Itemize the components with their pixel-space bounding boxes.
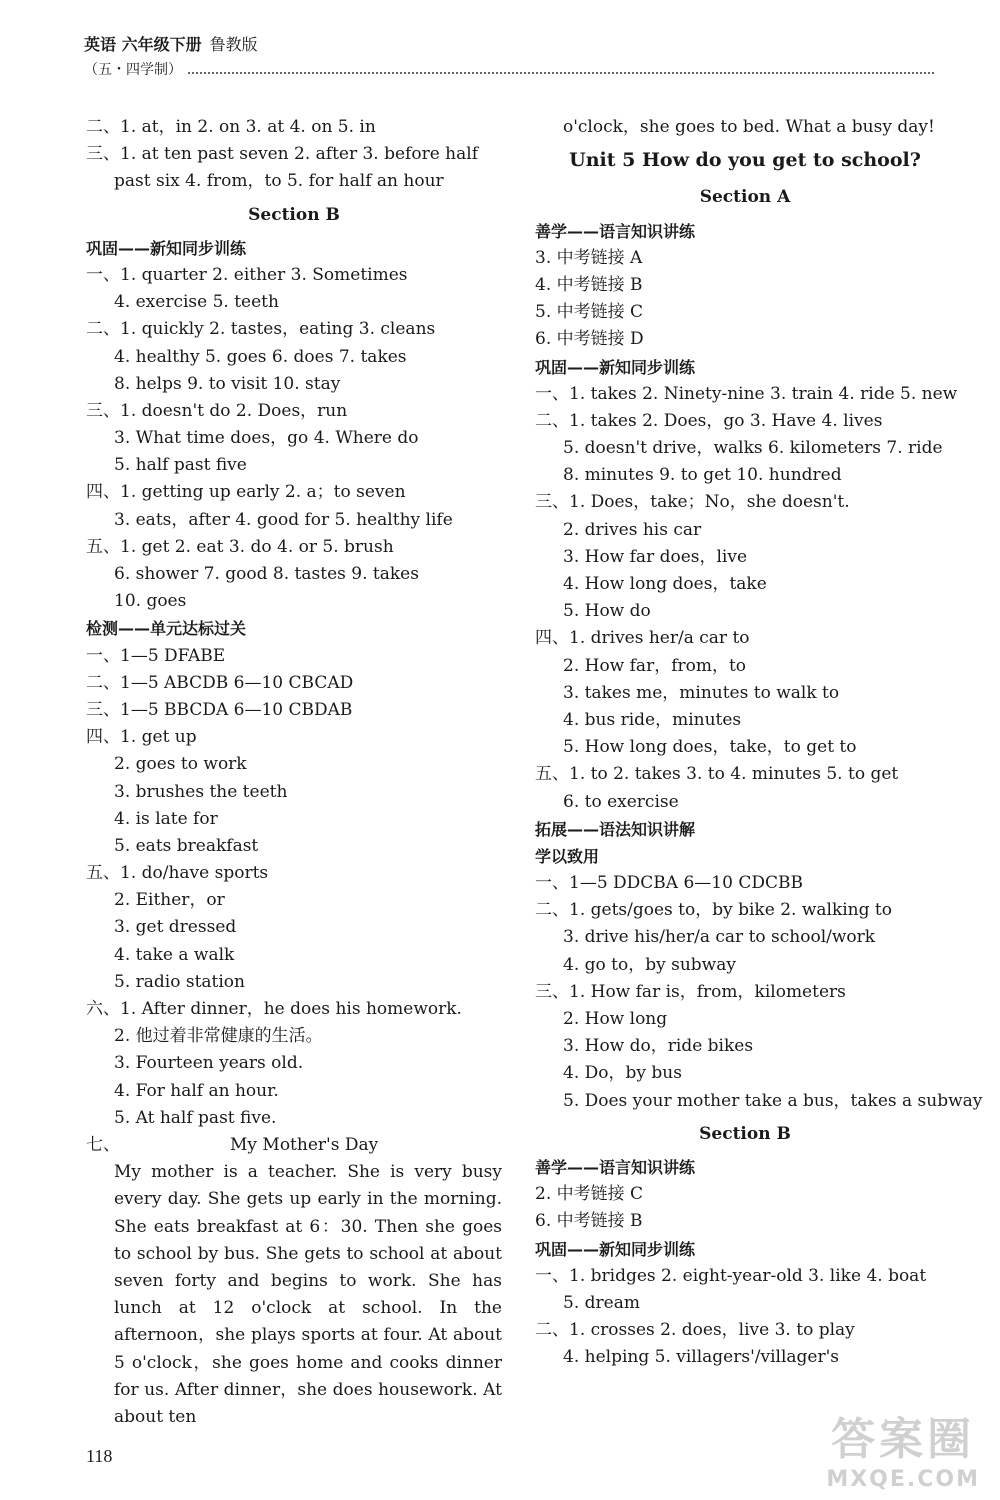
answer-line: 2. How long [563,1009,668,1029]
header-rule [188,64,934,74]
answer-line: 一、1. takes 2. Ninety-nine 3. train 4. ride 5. new [535,383,958,404]
answer-line: 4. For half an hour. [114,1080,279,1101]
answer-line: 2. drives his car [563,519,702,540]
answer-line: 3. eats，after 4. good for 5. healthy life [114,509,453,530]
watermark-text: 答案圈 [831,1414,976,1465]
right-column [535,114,983,1371]
answer-line: 6. to exercise [563,791,679,812]
answer-line: 3. Fourteen years old. [114,1053,304,1074]
answer-line: 3. 中考链接 A [535,247,643,268]
subsection-heading: 巩固——新知同步训练 [86,238,247,258]
header-edition: 鲁教版 [209,35,258,54]
page-number: 118 [86,1446,113,1466]
answer-line: 5. How do [563,601,651,622]
answer-line: 二、1. takes 2. Does，go 3. Have 4. lives [535,410,883,431]
answer-line: 3. How far does，live [563,546,748,567]
answer-line: 3. What time does，go 4. Where do [114,428,419,449]
essay-title-line [86,1132,502,1159]
answer-line: 4. Do，by bus [563,1063,682,1084]
answer-line: 6. 中考链接 B [535,1211,643,1232]
answer-line: 5. half past five [114,455,247,476]
answer-line: 3. How do，ride bikes [563,1036,754,1057]
answer-line: 五、1. get 2. eat 3. do 4. or 5. brush [86,536,394,557]
answer-line: 10. goes [114,591,187,612]
answer-line: 5. doesn't drive，walks 6. kilometers 7. ride [563,438,943,459]
answer-line: past six 4. from，to 5. for half an hour [114,171,444,192]
answer-line: 3. takes me，minutes to walk to [563,682,840,703]
answer-line: 一、1. quarter 2. either 3. Sometimes [86,264,408,285]
answer-line: 四、1. drives her/a car to [535,628,750,649]
answer-line: 3. drive his/her/a car to school/work [563,927,876,948]
answer-line: 二、1. quickly 2. tastes，eating 3. cleans [86,319,436,340]
answer-line: o'clock，she goes to bed. What a busy day! [563,117,935,137]
subsection-heading: 巩固——新知同步训练 [535,1239,696,1259]
section-heading: Section A [699,187,791,208]
answer-line: 5. At half past five. [114,1107,277,1128]
answer-line: 三、1. Does，take；No，she doesn't. [535,492,850,513]
answer-line: 一、1—5 DDCBA 6—10 CDCBB [535,873,803,894]
answer-line: 4. is late for [114,808,218,829]
header-subtitle [84,59,934,79]
header-title [84,32,934,55]
answer-line: 5. 中考链接 C [535,302,644,323]
answer-line: 5. How long does，take，to get to [563,737,857,758]
subsection-heading: 巩固——新知同步训练 [535,357,696,377]
essay-title: My Mother's Day [230,1134,379,1155]
answer-line: 五、1. to 2. takes 3. to 4. minutes 5. to get [535,764,899,785]
answer-line: 6. shower 7. good 8. tastes 9. takes [114,564,419,584]
header-subject: 英语 六年级下册 [84,35,202,54]
answer-line: 二、1. at，in 2. on 3. at 4. on 5. in [86,117,376,137]
answer-line: 5. radio station [114,971,245,992]
answer-line: 5. Does your mother take a bus，takes a subway [563,1090,983,1111]
subsection-heading: 检测——单元达标过关 [86,619,247,639]
subsection-heading: 善学——语言知识讲练 [535,221,696,241]
answer-line: 2. 他过着非常健康的生活。 [114,1026,323,1047]
answer-line: 一、1—5 DFABE [86,645,226,666]
answer-line: 3. brushes the teeth [114,781,288,802]
left-column [86,114,502,1431]
answer-line: 8. helps 9. to visit 10. stay [114,373,341,394]
answer-line: 二、1. gets/goes to，by bike 2. walking to [535,900,892,921]
answer-line: 8. minutes 9. to get 10. hundred [563,465,842,486]
answer-line: 4. bus ride，minutes [563,709,742,730]
subsection-heading: 善学——语言知识讲练 [535,1157,696,1177]
unit-heading: Unit 5 How do you get to school? [569,149,921,172]
section-heading: Section B [699,1123,791,1144]
answer-line: 4. exercise 5. teeth [114,292,279,313]
header-system: （五・四学制） [84,62,182,78]
essay-body: My mother is a teacher. She is very busy every day. She gets up early in the morning. She eats breakfast at 6：30. Then she goes to school by bus. She gets to school at about seven forty and begins to work. She has lunch at 12 o'clock at school. In the afternoon，she plays sports at four. At about 5 o'clock，she goes home and cooks dinner for us. After dinner，she does housework. At about ten [114,1162,502,1427]
answer-line: 4. go to，by subway [563,954,736,975]
answer-line: 二、1. crosses 2. does，live 3. to play [535,1320,855,1341]
section-heading: Section B [248,204,340,225]
watermark-url: MXQE.COM [826,1467,980,1492]
answer-line: 2. How far，from，to [563,655,747,676]
answer-line: 四、1. getting up early 2. a；to seven [86,482,406,503]
answer-line: 五、1. do/have sports [86,863,269,884]
answer-line: 四、1. get up [86,727,197,748]
answer-line: 4. helping 5. villagers'/villager's [563,1347,840,1368]
question-number: 七、 [86,1134,120,1155]
answer-line: 三、1. doesn't do 2. Does，run [86,400,348,421]
subsection-heading: 拓展——语法知识讲解 [535,819,696,839]
answer-line: 三、1. at ten past seven 2. after 3. before half [86,144,478,165]
answer-line: 5. eats breakfast [114,835,259,856]
answer-line: 一、1. bridges 2. eight-year-old 3. like 4. boat [535,1265,927,1286]
answer-line: 4. 中考链接 B [535,274,643,295]
watermark-logo [826,1403,980,1492]
answer-line: 三、1—5 BBCDA 6—10 CBDAB [86,699,353,720]
answer-line: 5. dream [563,1292,640,1313]
page-header [84,32,934,79]
answer-line: 2. goes to work [114,754,247,775]
answer-line: 4. take a walk [114,944,235,965]
answer-line: 4. How long does，take [563,574,767,594]
answer-line: 2. Either，or [114,890,225,911]
answer-line: 3. get dressed [114,917,237,938]
answer-line: 三、1. How far is，from，kilometers [535,981,846,1002]
answer-line: 二、1—5 ABCDB 6—10 CBCAD [86,672,354,693]
subsection-heading: 学以致用 [535,846,600,866]
answer-line: 4. healthy 5. goes 6. does 7. takes [114,346,407,367]
answer-line: 2. 中考链接 C [535,1184,644,1205]
answer-line: 6. 中考链接 D [535,329,644,350]
answer-line: 六、1. After dinner，he does his homework. [86,999,462,1019]
